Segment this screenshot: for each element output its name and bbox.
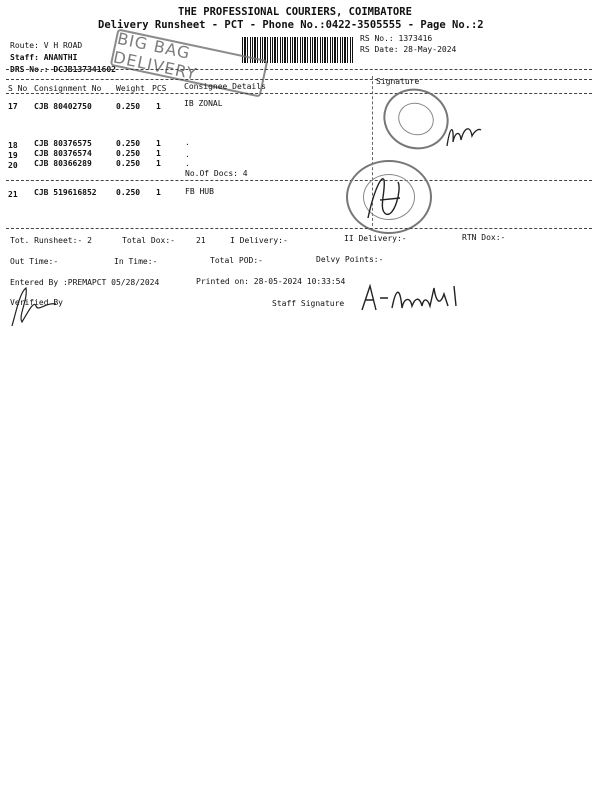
row-pcs: 1 (156, 149, 161, 158)
total-dox-label: Total Dox:- (122, 236, 175, 245)
row-details: . (185, 150, 190, 159)
rtn-dox-label: RTN Dox:- (462, 233, 506, 242)
drs-number: DRS No.: DCJB137341602 (10, 65, 116, 74)
out-time-label: Out Time:- (10, 257, 59, 266)
staff-label: Staff: ANANTHI (10, 53, 78, 62)
delvy-points-label: Delvy Points:- (316, 255, 384, 264)
rs-date: RS Date: 28-May-2024 (360, 45, 457, 54)
ii-delivery-label: II Delivery:- (344, 234, 407, 243)
row-sno: 20 (8, 161, 18, 170)
total-pod-label: Total POD:- (210, 256, 263, 265)
row-weight: 0.250 (116, 149, 141, 158)
row-sno: 19 (8, 151, 18, 160)
row-weight: 0.250 (116, 188, 141, 197)
row-pcs: 1 (156, 139, 161, 148)
col-consignment-header: Consignment No (34, 84, 102, 93)
divider (6, 93, 592, 94)
row-details: . (185, 159, 190, 168)
col-sno-header: S No (8, 84, 28, 93)
runsheet-subtitle: Delivery Runsheet - PCT - Phone No.:0422-3505555 - Page No.:2 (98, 19, 484, 31)
row-consignment: CJB 80376575 (34, 139, 92, 148)
row-consignment: CJB 80376574 (34, 149, 92, 158)
row-consignment: CJB 519616852 (34, 188, 97, 197)
staff-signature-label: Staff Signature (272, 299, 345, 308)
col-weight-header: Weight (116, 84, 145, 93)
row-pcs: 1 (156, 159, 161, 168)
col-details-header: Consignee Details (184, 82, 266, 91)
total-dox-value: 21 (196, 236, 206, 245)
row-pcs: 1 (156, 188, 161, 197)
row-details: IB ZONAL (184, 99, 223, 108)
signature-scribble-icon (360, 170, 410, 224)
company-title: THE PROFESSIONAL COURIERS, COIMBATORE (178, 6, 412, 18)
verified-by-label: Verified By (10, 298, 63, 307)
divider (6, 228, 592, 229)
row-pcs: 1 (156, 102, 161, 111)
verifier-signature-icon (6, 282, 62, 330)
divider (6, 69, 592, 70)
row-consignment: CJB 80366289 (34, 159, 92, 168)
divider (6, 180, 592, 181)
row-weight: 0.250 (116, 159, 141, 168)
i-delivery-label: I Delivery:- (230, 236, 288, 245)
in-time-label: In Time:- (114, 257, 158, 266)
row-details: FB HUB (185, 187, 214, 196)
row-sno: 21 (8, 190, 18, 199)
printed-on: Printed on: 28-05-2024 10:33:54 (196, 277, 346, 286)
docs-count-note: No.Of Docs: 4 (185, 169, 248, 178)
rs-number: RS No.: 1373416 (360, 34, 433, 43)
row-sno: 17 (8, 102, 18, 111)
handwritten-signature-icon (444, 118, 484, 152)
row-weight: 0.250 (116, 139, 141, 148)
route-label: Route: V H ROAD (10, 41, 83, 50)
entered-by: Entered By :PREMAPCT 05/28/2024 (10, 278, 160, 287)
tot-runsheet: Tot. Runsheet:- 2 (10, 236, 92, 245)
row-sno: 18 (8, 141, 18, 150)
staff-signature-icon (358, 282, 470, 314)
col-pcs-header: PCS (152, 84, 167, 93)
stamp-text: BIG BAG DELIVERY (111, 28, 199, 84)
divider (6, 79, 592, 80)
row-details: . (185, 138, 190, 147)
row-consignment: CJB 80402750 (34, 102, 92, 111)
col-signature-header: Signature (376, 77, 420, 86)
row-weight: 0.250 (116, 102, 141, 111)
